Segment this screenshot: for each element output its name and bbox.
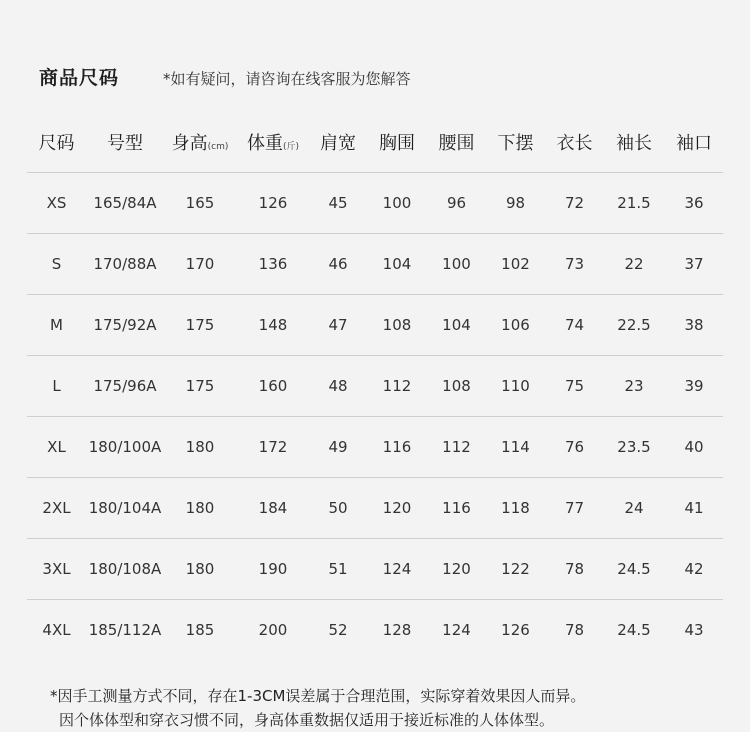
table-cell: 78: [546, 539, 603, 600]
table-cell: 180/100A: [86, 417, 164, 478]
table-cell: 2XL: [27, 478, 86, 539]
table-cell: 22: [603, 234, 665, 295]
column-header: [27, 112, 86, 173]
table-cell: 172: [236, 417, 310, 478]
table-cell: 165/84A: [86, 173, 164, 234]
table-header-row: [27, 112, 723, 173]
table-cell: 184: [236, 478, 310, 539]
table-cell: 38: [665, 295, 723, 356]
table-cell: 185: [185, 621, 215, 639]
table-cell: 170/88A: [86, 234, 164, 295]
column-header-label: 胸围: [379, 133, 415, 154]
table-cell: 24: [603, 478, 665, 539]
column-header: [485, 112, 546, 173]
table-cell: 148: [236, 295, 310, 356]
table-row: [27, 356, 723, 417]
table-cell: 110: [485, 356, 546, 417]
table-cell: 108: [428, 356, 485, 417]
table-cell: 42: [665, 539, 723, 600]
table-cell: 45: [310, 173, 366, 234]
column-header: [164, 112, 236, 173]
table-cell: 180: [164, 539, 236, 600]
table-cell: 24.5: [617, 621, 651, 639]
table-cell: 190: [236, 539, 310, 600]
column-header-label: 体重: [246, 133, 283, 154]
table-cell: 165: [164, 173, 236, 234]
table-cell: 116: [366, 417, 428, 478]
table-cell: 96: [428, 173, 485, 234]
column-header-label: 肩宽: [320, 133, 356, 154]
table-cell: 120: [428, 539, 485, 600]
table-cell: 37: [665, 234, 723, 295]
column-header-label: 袖长: [616, 133, 652, 154]
column-header-label: 号型: [107, 133, 143, 154]
note-line-2: 因个体体型和穿衣习惯不同，身高体重数据仅适用于接近标准的人体体型。: [59, 711, 555, 729]
table-cell: 136: [236, 234, 310, 295]
table-cell: 52: [328, 621, 348, 639]
table-cell: 180: [164, 478, 236, 539]
table-cell: 185/112A: [88, 621, 162, 639]
table-cell: 124: [442, 621, 471, 639]
table-cell: M: [27, 295, 86, 356]
table-cell: 108: [366, 295, 428, 356]
column-header: [603, 112, 665, 173]
table-cell: 47: [310, 295, 366, 356]
column-header-label: 下摆: [497, 133, 534, 154]
table-cell: 112: [428, 417, 485, 478]
column-header: [366, 112, 428, 173]
table-cell: 43: [684, 621, 704, 639]
table-cell: 48: [310, 356, 366, 417]
column-header-label: 衣长: [556, 133, 593, 154]
column-header: [665, 112, 723, 173]
table-cell: 102: [485, 234, 546, 295]
table-row: [27, 600, 723, 661]
table-cell: 128: [382, 621, 412, 639]
table-cell: XS: [27, 173, 86, 234]
table-cell: 120: [366, 478, 428, 539]
table-cell: 126: [501, 621, 530, 639]
table-cell: 36: [665, 173, 723, 234]
column-header-label: 袖口: [676, 133, 712, 154]
table-cell: 72: [546, 173, 603, 234]
table-cell: 104: [366, 234, 428, 295]
size-table: [27, 112, 723, 660]
table-row: [27, 539, 723, 600]
table-row: [27, 173, 723, 234]
table-cell: 180/108A: [86, 539, 164, 600]
table-cell: XL: [27, 417, 86, 478]
table-cell: 126: [236, 173, 310, 234]
table-cell: 40: [665, 417, 723, 478]
table-cell: S: [27, 234, 86, 295]
table-cell: 180/104A: [86, 478, 164, 539]
table-cell: 124: [366, 539, 428, 600]
table-cell: 104: [428, 295, 485, 356]
column-header-unit: (斤): [282, 142, 300, 152]
table-cell: 100: [428, 234, 485, 295]
table-cell: 114: [485, 417, 546, 478]
table-cell: 23.5: [603, 417, 665, 478]
table-cell: 122: [485, 539, 546, 600]
table-cell: 50: [310, 478, 366, 539]
table-cell: 76: [546, 417, 603, 478]
table-cell: 23: [603, 356, 665, 417]
table-row: [27, 478, 723, 539]
table-cell: 3XL: [27, 539, 86, 600]
table-row: [27, 234, 723, 295]
table-cell: 175/96A: [86, 356, 164, 417]
table-cell: 75: [546, 356, 603, 417]
table-cell: 98: [485, 173, 546, 234]
table-cell: 78: [564, 621, 585, 639]
table-cell: 118: [485, 478, 546, 539]
table-cell: L: [27, 356, 86, 417]
column-header: [428, 112, 485, 173]
table-cell: 175/92A: [86, 295, 164, 356]
column-header: [546, 112, 603, 173]
column-header: [236, 112, 310, 173]
table-cell: 22.5: [603, 295, 665, 356]
column-header: [86, 112, 164, 173]
table-cell: 180: [164, 417, 236, 478]
table-cell: 41: [665, 478, 723, 539]
column-header-label: 腰围: [438, 133, 475, 154]
table-cell: 175: [164, 356, 236, 417]
table-cell: 39: [665, 356, 723, 417]
column-header: [310, 112, 366, 173]
column-header-label: 身高: [171, 133, 208, 154]
table-body: [27, 173, 723, 661]
table-cell: 74: [546, 295, 603, 356]
table-cell: 46: [310, 234, 366, 295]
table-cell: 24.5: [603, 539, 665, 600]
table-cell: 200: [258, 621, 288, 639]
table-cell: 4XL: [42, 621, 71, 639]
table-cell: 170: [164, 234, 236, 295]
table-cell: 49: [310, 417, 366, 478]
title-row: [39, 63, 411, 91]
table-cell: 51: [310, 539, 366, 600]
table-row: [27, 295, 723, 356]
notes: [50, 684, 585, 732]
table-cell: 73: [546, 234, 603, 295]
table-cell: 77: [546, 478, 603, 539]
page-subtitle: *如有疑问，请咨询在线客服为您解答: [163, 70, 411, 88]
table-row: [27, 417, 723, 478]
column-header-unit: (cm): [207, 142, 229, 152]
page-title: 商品尺码: [39, 67, 120, 89]
table-cell: 175: [164, 295, 236, 356]
note-line-1: *因手工测量方式不同，存在1-3CM误差属于合理范围，实际穿着效果因人而异。: [50, 687, 586, 705]
table-cell: 116: [428, 478, 485, 539]
table-cell: 112: [366, 356, 428, 417]
column-header-label: 尺码: [38, 133, 75, 154]
table-cell: 21.5: [603, 173, 665, 234]
table-cell: 160: [236, 356, 310, 417]
table-cell: 100: [366, 173, 428, 234]
table-cell: 106: [485, 295, 546, 356]
